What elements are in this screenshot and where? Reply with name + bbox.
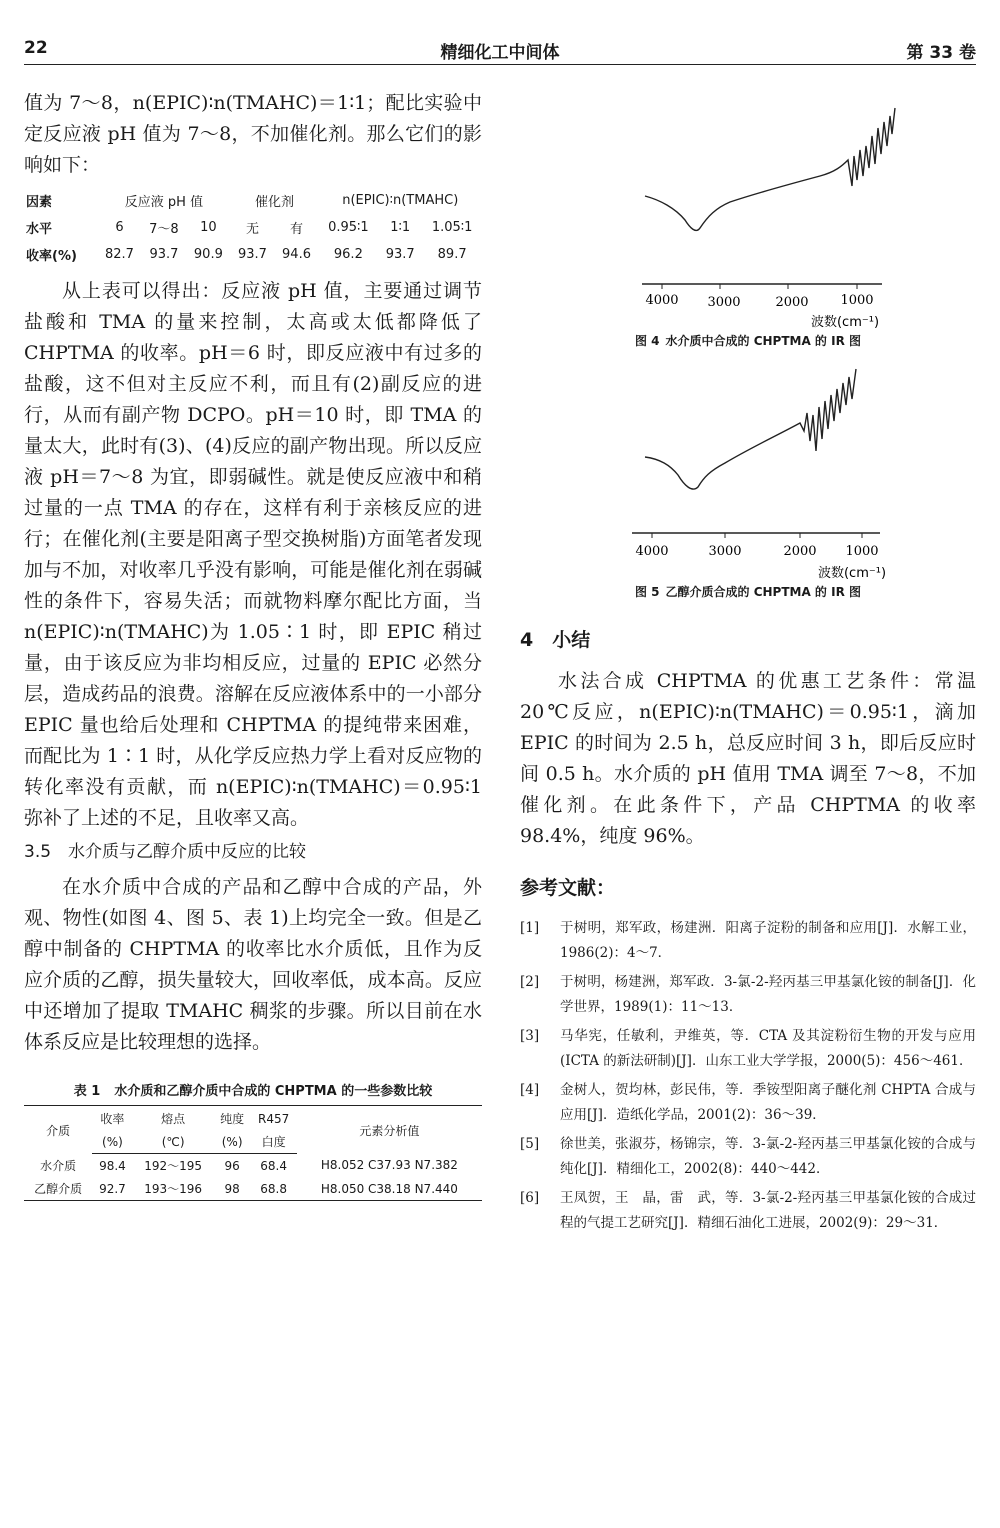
- cell: 68.8: [251, 1177, 297, 1201]
- page-header: [24, 30, 976, 65]
- fig5-spectrum-trace: [645, 369, 856, 489]
- reference-text: 徐世美，张淑芬，杨锦宗，等．3-氯-2-羟丙基三甲基氯化铵的合成与纯化[J]．精细化工，2002(8)：440～442．: [560, 1136, 976, 1177]
- reference-text: 金树人，贺均林，彭民伟，等．季铵型阳离子醚化剂 CHPTA 合成与应用[J]．造纸化学品，2001(2)：36～39．: [560, 1082, 976, 1123]
- reference-item: [520, 1078, 976, 1128]
- yield-row: [24, 241, 482, 268]
- table1-header-row: [24, 1106, 482, 1131]
- summary-paragraph: 水法合成 CHPTMA 的优惠工艺条件：常温 20℃反应，n(EPIC)∶n(TMAHC)＝0.95∶1，滴加 EPIC 的时间为 2.5 h，总反应时间 3 h，即后反应时间 0.5 h。水介质的 pH 值用 TMA 调至 7～8，不加催化剂。在此条件下，产品 CHPTMA 的收率 98.4%，纯度 96%。: [520, 670, 976, 847]
- fig4-tick-label: 2000: [775, 295, 809, 310]
- factor-ratio: n(EPIC)∶n(TMAHC): [342, 193, 459, 208]
- cell: H8.050 C38.18 N7.440: [297, 1177, 482, 1201]
- fig4-tick-label: 3000: [707, 295, 741, 310]
- fig5-tick-label: 4000: [635, 544, 669, 559]
- reference-text: 于树明，杨建洲，郑军政．3-氯-2-羟丙基三甲基氯化铵的制备[J]．化学世界，1989(1)：11～13．: [560, 974, 976, 1015]
- yield-cell: 89.7: [437, 247, 467, 262]
- references-title: 参考文献：: [520, 877, 616, 899]
- level-cell: 7～8: [149, 222, 179, 237]
- references-list: [520, 916, 976, 1236]
- page-number: 22: [24, 38, 48, 58]
- right-column: [520, 88, 976, 1240]
- level-row: [24, 214, 482, 241]
- level-cell: 1∶1: [390, 220, 411, 235]
- col-purity: 纯度: [214, 1106, 251, 1131]
- yield-cell: 93.7: [385, 247, 415, 262]
- yield-cell: 94.6: [282, 247, 311, 262]
- reference-number: [5]: [520, 1136, 540, 1152]
- reference-item: [520, 1186, 976, 1236]
- reference-number: [6]: [520, 1190, 540, 1206]
- reference-text: 王凤贺，王 晶，雷 武，等．3-氯-2-羟丙基三甲基氯化铵的合成过程的气提工艺研究[J]．精细石油化工进展，2002(9)：29～31．: [560, 1190, 976, 1231]
- cell: 98: [214, 1177, 251, 1201]
- left-column: [24, 88, 482, 1201]
- discussion-paragraph: 从上表可以得出：反应液 pH 值，主要通过调节盐酸和 TMA 的量来控制，太高或太低都降低了 CHPTMA 的收率。pH＝6 时，即反应液中有过多的盐酸，这不但对主反应不利，而且有(2)副反应的进行，从而有副产物 DCPO。pH＝10 时，即 TMA 的量太大，此时有(3)、(4)反应的副产物出现。所以反应液 pH＝7～8 为宜，即弱碱性。就是使反应液中和稍过量的一点 TMA 的存在，这样有利于亲核反应的进行；在催化剂(主要是阳离子型交换树脂)方面笔者发现加与不加，对收率几乎没有影响，可能是催化剂在弱碱性的条件下，容易失活；而就物料摩尔配比方面，当 n(EPIC)∶n(TMAHC)为 1.05∶1 时，即 EPIC 稍过量，由于该反应为非均相反应，过量的 EPIC 必然分层，造成药品的浪费。溶解在反应液体系中的一小部分 EPIC 量也给后处理和 CHPTMA 的提纯带来困难，而配比为 1∶1 时，从化学反应热力学上看对反应物的转化率没有贡献，而 n(EPIC)∶n(TMAHC)＝0.95∶1 弥补了上述的不足，且收率又高。: [24, 280, 482, 829]
- yield-cell: 90.9: [193, 247, 223, 262]
- reference-item: [520, 1132, 976, 1182]
- cell: 92.7: [92, 1177, 132, 1201]
- cell: 193～196: [133, 1177, 214, 1201]
- fig4-ir-spectrum: [520, 88, 976, 330]
- level-cell: 0.95∶1: [328, 220, 369, 235]
- fig5-tick-label: 1000: [845, 544, 879, 559]
- journal-title: 精细化工中间体: [440, 43, 560, 63]
- section-3-5-title: 3.5 水介质与乙醇介质中反应的比较: [24, 842, 307, 862]
- yield-cell: 96.2: [333, 247, 363, 262]
- section-4-title: 4 小结: [520, 629, 591, 651]
- table1: [24, 1105, 482, 1201]
- fig4-tick-label: 4000: [645, 293, 679, 308]
- figure-4: [520, 88, 976, 349]
- fig4-x-label: 波数(cm⁻¹): [810, 315, 880, 330]
- cell: 192～195: [144, 1159, 203, 1173]
- table1-caption: [24, 1080, 482, 1099]
- col-yield: 收率: [92, 1106, 132, 1131]
- level-cell: 有: [290, 222, 304, 237]
- figure-5: [520, 355, 976, 600]
- factor-header: 因素: [26, 195, 53, 210]
- fig4-caption-text: 水介质中合成的 CHPTMA 的 IR 图: [665, 334, 861, 348]
- reference-item: [520, 1024, 976, 1074]
- factor-row: [24, 187, 482, 214]
- reference-number: [2]: [520, 974, 540, 990]
- col-medium: 介质: [24, 1106, 92, 1154]
- unit-yield: (%): [92, 1130, 132, 1154]
- comparison-paragraph: 在水介质中合成的产品和乙醇中合成的产品，外观、物性(如图 4、图 5、表 1)上均完全一致。但是乙醇中制备的 CHPTMA 的收率比水介质低，且作为反应介质的乙醇，损失量较大，回收率低，成本高。反应中还增加了提取 TMAHC 稠浆的步骤。所以目前在水体系反应是比较理想的选择。: [24, 876, 482, 1053]
- reference-text: 于树明，郑军政，杨建洲．阳离子淀粉的制备和应用[J]．水解工业，1986(2)：4～7．: [560, 920, 976, 961]
- cell: H8.052 C37.93 N7.382: [320, 1158, 458, 1173]
- level-cell: 10: [200, 220, 217, 235]
- fig5-caption: [520, 583, 976, 600]
- cell: 96: [224, 1158, 240, 1173]
- cell: 68.4: [260, 1158, 287, 1173]
- table1-title: 水介质和乙醇介质中合成的 CHPTMA 的一些参数比较: [114, 1084, 433, 1099]
- reference-number: [4]: [520, 1082, 540, 1098]
- col-r457: R457: [251, 1106, 297, 1131]
- table-row: [24, 1177, 482, 1201]
- fig5-caption-text: 乙醇介质合成的 CHPTMA 的 IR 图: [665, 585, 861, 599]
- cell: 乙醇介质: [24, 1177, 92, 1201]
- fig5-tick-label: 2000: [783, 544, 817, 559]
- fig4-caption-num: 图 4: [634, 334, 660, 348]
- fig5-x-label: 波数(cm⁻¹): [817, 566, 887, 581]
- col-elem: 元素分析值: [297, 1106, 482, 1154]
- level-cell: 无: [245, 222, 259, 237]
- level-cell: 6: [115, 220, 124, 235]
- yield-cell: 82.7: [104, 247, 134, 262]
- reference-item: [520, 970, 976, 1020]
- factor-level-table: [24, 187, 482, 268]
- factor-ph: 反应液 pH 值: [124, 195, 204, 210]
- fig5-caption-num: 图 5: [634, 585, 660, 599]
- unit-r457: 白度: [251, 1130, 297, 1154]
- fig4-tick-label: 1000: [840, 293, 874, 308]
- table1-label: 表 1: [73, 1084, 101, 1099]
- unit-purity: (%): [214, 1130, 251, 1154]
- table-row: [24, 1154, 482, 1178]
- volume-label: 第 33 卷: [906, 43, 976, 63]
- intro-paragraph: 值为 7～8，n(EPIC)∶n(TMAHC)＝1∶1；配比实验中定反应液 pH 值为 7～8，不加催化剂。那么它们的影响如下：: [24, 92, 482, 176]
- fig5-ir-spectrum: [520, 355, 976, 593]
- cell: 98.4: [99, 1158, 126, 1173]
- cell: 水介质: [40, 1158, 77, 1173]
- level-cell: 1.05∶1: [431, 220, 473, 235]
- reference-number: [3]: [520, 1028, 540, 1044]
- level-header: 水平: [26, 222, 53, 237]
- fig4-spectrum-trace: [645, 108, 895, 230]
- fig4-caption: [520, 332, 976, 349]
- col-mp: 熔点: [133, 1106, 214, 1131]
- unit-mp: (℃): [133, 1130, 214, 1154]
- reference-text: 马华宪，任敏利，尹维英，等．CTA 及其淀粉衍生物的开发与应用(ⅠCTA 的新法研制)[J]．山东工业大学学报，2000(5)：456～461．: [560, 1028, 976, 1069]
- reference-number: [1]: [520, 920, 540, 936]
- fig5-tick-label: 3000: [708, 544, 742, 559]
- reference-item: [520, 916, 976, 966]
- yield-cell: 93.7: [237, 247, 267, 262]
- yield-header: 收率(%): [26, 249, 77, 264]
- factor-catalyst: 催化剂: [254, 195, 294, 210]
- yield-cell: 93.7: [149, 247, 179, 262]
